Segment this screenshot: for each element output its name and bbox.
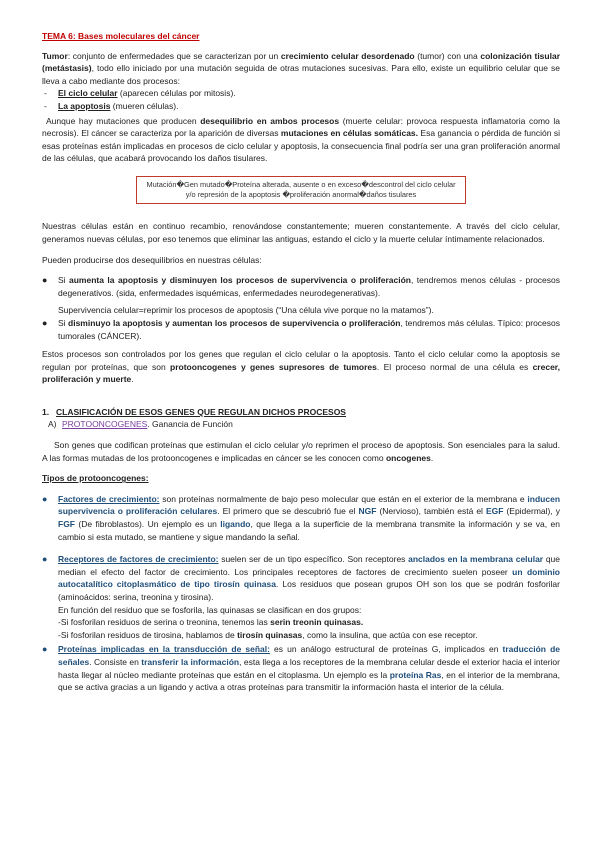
intro-paragraph bbox=[42, 50, 560, 88]
survival-note: Supervivencia celular=reprimir los procesos de apoptosis (“Una célula vive porque no la matamos”). bbox=[58, 305, 434, 316]
text: Esa ganancia o pérdida de función si esas proteínas están implicadas en procesos de ciclo celular y apoptosis, la consecuencia final podría ser una gran proliferación anormal de las células, que acabará provocando los daños tisulares. bbox=[42, 128, 561, 164]
section-number: 1. bbox=[42, 406, 50, 417]
bold: FGF bbox=[58, 519, 75, 530]
subsection-text: . Ganancia de Función bbox=[147, 419, 233, 430]
text: son proteínas normalmente de bajo peso molecular que están en el exterior de la membrana e bbox=[159, 493, 528, 504]
intro-text-3: , todo ello iniciado por una mutación seguida de otras mutaciones sucesivas. Para ello, existe un equilibrio celular que se lleva a cabo mediante dos procesos: bbox=[42, 63, 560, 86]
intro-text: : conjunto de enfermedades que se caracterizan por un bbox=[67, 50, 281, 61]
bold: aumenta la apoptosis y disminuyen los procesos de supervivencia o proliferación bbox=[69, 275, 411, 286]
bold: transferir la información bbox=[141, 656, 240, 667]
bold: ligando bbox=[220, 519, 251, 530]
document-title: TEMA 6: Bases moleculares del cáncer bbox=[42, 31, 200, 41]
bold: anclados en la membrana celular bbox=[408, 554, 544, 565]
dash-marker: - bbox=[44, 100, 47, 111]
bullet-icon: ● bbox=[42, 644, 48, 655]
type-receptors bbox=[42, 553, 560, 641]
text: -Si fosforilan residuos de tirosina, hablamos de bbox=[58, 629, 238, 640]
section-title: CLASIFICACIÓN DE ESOS GENES QUE REGULAN DICHOS PROCESOS bbox=[56, 406, 346, 417]
text: Si bbox=[58, 317, 69, 328]
bullet-icon: ● bbox=[42, 554, 48, 565]
text: suelen ser de un tipo específico. Son receptores bbox=[218, 554, 409, 565]
imbalance-item-2 bbox=[42, 317, 560, 342]
intro-bold-1: crecimiento celular desordenado bbox=[280, 50, 415, 61]
paragraph-protooncogenes bbox=[42, 439, 560, 464]
process-item-cycle bbox=[44, 87, 560, 100]
types-heading: Tipos de protooncogenes: bbox=[42, 473, 149, 484]
text: . Consiste en bbox=[89, 656, 142, 667]
dash-marker: - bbox=[44, 88, 47, 99]
subsection-letter: A) bbox=[48, 419, 57, 430]
bold: NGF bbox=[358, 506, 377, 517]
bold: EGF bbox=[485, 506, 504, 517]
bullet-icon: ● bbox=[42, 317, 48, 328]
text: . bbox=[131, 374, 134, 385]
section-heading bbox=[42, 406, 560, 419]
text: . bbox=[430, 452, 434, 463]
text: . Los residuos que posean grupos OH son los que se podrán fosforilar (aminoácidos: serina, treonina y tirosina). bbox=[58, 579, 560, 602]
bullet-icon: ● bbox=[42, 493, 48, 504]
process-term: La apoptosis bbox=[58, 100, 111, 111]
subsection-title: PROTOONCOGENES bbox=[62, 419, 148, 430]
bold: protooncogenes y genes supresores de tumores bbox=[170, 361, 377, 372]
bold: desequilibrio en ambos procesos bbox=[200, 115, 340, 126]
text: (muerte celular: provoca respuesta inflamatoria como la necrosis). El cáncer se caracteriza por la aparición de diversas bbox=[42, 115, 561, 139]
text: En función del residuo que se fosforila, las quinasas se clasifican en dos grupos: bbox=[58, 604, 362, 615]
imbalance-item-1 bbox=[42, 274, 560, 299]
bold: crecer, proliferación y muerte bbox=[42, 361, 560, 385]
text: , en el interior de la membrana, que se activa gracias a un ligando y activa a otras proteínas para transmitir la información hasta el interior de la célula. bbox=[58, 669, 560, 693]
type-growth-factors bbox=[42, 493, 560, 543]
process-text: (aparecen células por mitosis). bbox=[117, 88, 236, 99]
text: , como la insulina, que actúa con ese receptor. bbox=[302, 629, 478, 640]
type-term: Receptores de factores de crecimiento: bbox=[58, 554, 219, 565]
text: es un análogo estructural de proteínas G, implicados en bbox=[269, 644, 503, 655]
process-term: El ciclo celular bbox=[58, 88, 118, 99]
bold: tirosín quinasas bbox=[237, 629, 303, 640]
paragraph-renewal: Nuestras células están en continuo recambio, renovándose constantemente; mueren constantemente. A través del ciclo celular, generamos nuevas células, por eso tenemos que eliminar las antiguas, estando el ciclo y la muerte celular íntimamente relacionados. bbox=[42, 221, 560, 244]
process-item-apoptosis bbox=[44, 100, 560, 113]
text: . El proceso normal de una célula es bbox=[376, 361, 533, 372]
document-page bbox=[42, 30, 560, 694]
paragraph-imbalance bbox=[42, 115, 560, 165]
bold: mutaciones en células somáticas. bbox=[280, 128, 419, 139]
type-term: Proteínas implicadas en la transducción de señal: bbox=[58, 644, 270, 655]
summary-box: Mutación�Gen mutado�Proteína alterada, ausente o en exceso�descontrol del ciclo celular y/o represión de la apoptosis �proliferación anormal�daños tisulares bbox=[136, 176, 466, 204]
text: , tendremos menos células - procesos degenerativos. (sida, enfermedades isquémicas, enfermedades neurodegenerativas). bbox=[58, 275, 560, 298]
intro-bold-2: colonización tisular (metástasis) bbox=[42, 50, 560, 74]
type-term: Factores de crecimiento: bbox=[58, 493, 160, 504]
text: Estos procesos son controlados por los genes que regulan el ciclo celular o la apoptosis. Tanto el ciclo celular como la apoptosis se regulan por proteínas, que son bbox=[42, 349, 560, 372]
text: . El primero que se descubrió fue el bbox=[217, 506, 359, 517]
text: que median el efecto del factor de crecimiento. Los principales receptores de factores de crecimiento suelen poseer bbox=[58, 554, 560, 577]
text: (De fibroblastos). Un ejemplo es un bbox=[75, 519, 221, 530]
text: Si bbox=[58, 275, 70, 286]
text: , esta llega a los receptores de la membrana celular desde el exterior hacia el interior hasta llegar al núcleo mediante proteínas que están en el citoplasma. Un ejemplo es la bbox=[58, 656, 560, 680]
text: , tendremos más células. Típico: procesos tumorales (CÁNCER). bbox=[58, 317, 560, 341]
subsection-heading bbox=[48, 418, 560, 431]
bold: traducción de señales bbox=[58, 644, 560, 667]
paragraph-imbalances-intro: Pueden producirse dos desequilibrios en nuestras células: bbox=[42, 254, 262, 265]
text: (Nervioso), también está el bbox=[376, 506, 486, 517]
text: (Epidermal), y bbox=[503, 506, 560, 517]
bold: inducen supervivencia o proliferación celulares bbox=[58, 493, 561, 517]
bullet-icon: ● bbox=[42, 275, 48, 286]
bold: oncogenes bbox=[385, 452, 431, 463]
bold: disminuyo la apoptosis y aumentan los procesos de supervivencia o proliferación bbox=[68, 317, 401, 328]
text: , que llega a la superficie de la membrana transmite la información y se va, en cambio si esta mutado, se mantiene y sigue mandando la señal. bbox=[58, 519, 560, 542]
intro-term: Tumor bbox=[42, 50, 68, 61]
paragraph-genes bbox=[42, 348, 560, 386]
bold: un dominio autocatalítico citoplasmático de tipo tirosín quinasa bbox=[58, 566, 560, 590]
summary-box-wrap bbox=[42, 176, 560, 204]
text: Son genes que codifican proteínas que estimulan el ciclo celular y/o reprimen el proceso de apoptosis. Son esenciales para la salud. A las formas mutadas de los protooncogenes e implicadas en cáncer se les conocen como bbox=[42, 440, 560, 463]
bold: proteína Ras bbox=[389, 669, 442, 680]
intro-text-2: (tumor) con una bbox=[414, 50, 481, 61]
text: Aunque hay mutaciones que producen bbox=[46, 115, 201, 126]
process-text: (mueren células). bbox=[110, 100, 179, 111]
text: -Si fosforilan residuos de serina o treonina, tenemos las bbox=[58, 617, 271, 628]
bold: serin treonin quinasas. bbox=[270, 617, 364, 628]
type-transduction bbox=[42, 643, 560, 693]
